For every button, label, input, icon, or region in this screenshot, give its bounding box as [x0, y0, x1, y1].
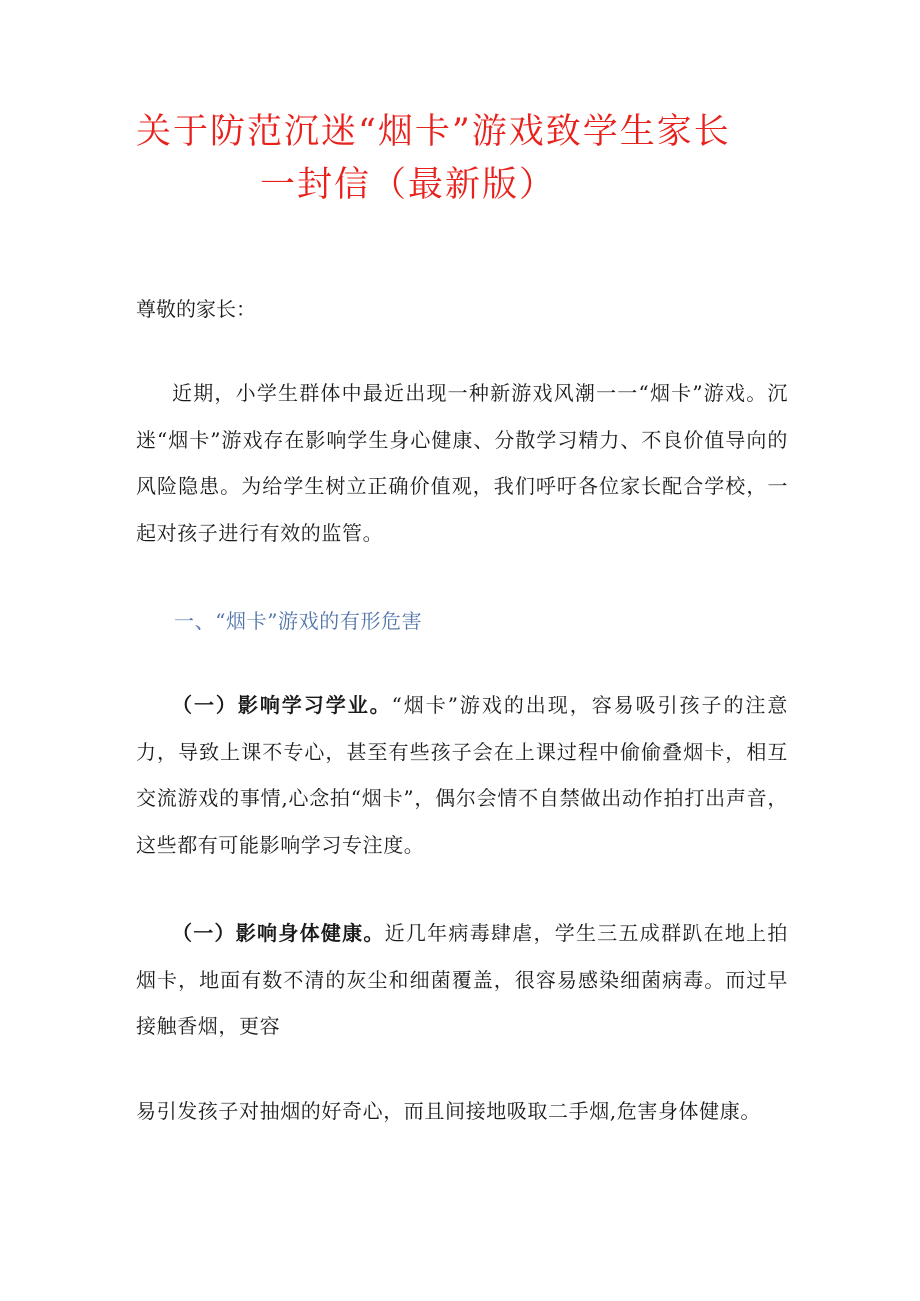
- item-2-body: 近几年病毒肆虐，学生三五成群趴在地上拍烟卡，地面有数不清的灰尘和细菌覆盖，很容易感染细菌病毒。而过早接触香烟，更容: [136, 921, 788, 1038]
- document-title: [136, 106, 796, 212]
- title-line-2: 一封信（最新版）: [260, 165, 557, 205]
- item-1-body: “烟卡”游戏的出现，容易吸引孩子的注意力，导致上课不专心，甚至有些孩子会在上课过程中偷偷叠烟卡，相互交流游戏的事情,心念拍“烟卡”，偶尔会情不自禁做出动作拍打出声音，这些都有可能影响学习专注度。: [136, 693, 788, 857]
- item-1-lead: （一）影响学习学业。: [172, 693, 392, 717]
- intro-paragraph: 近期，小学生群体中最近出现一种新游戏风潮一一“烟卡”游戏。沉迷“烟卡”游戏存在影响学生身心健康、分散学习精力、不良价值导向的风险隐患。为给学生树立正确价值观，我们呼吁各位家长配合学校，一起对孩子进行有效的监管。: [136, 381, 788, 545]
- section-heading-1: 一、“烟卡”游戏的有形危害: [174, 609, 423, 633]
- paragraph-health-continued: 易引发孩子对抽烟的好奇心，而且间接地吸取二手烟,危害身体健康。: [136, 1099, 761, 1123]
- paragraph-study-impact: [136, 682, 788, 868]
- item-2-lead: （一）影响身体健康。: [172, 921, 385, 945]
- paragraph-health-impact: [136, 910, 788, 1050]
- title-line-1: 关于防范沉迷“烟卡”游戏致学生家长: [136, 112, 731, 152]
- salutation: 尊敬的家长：: [136, 297, 256, 321]
